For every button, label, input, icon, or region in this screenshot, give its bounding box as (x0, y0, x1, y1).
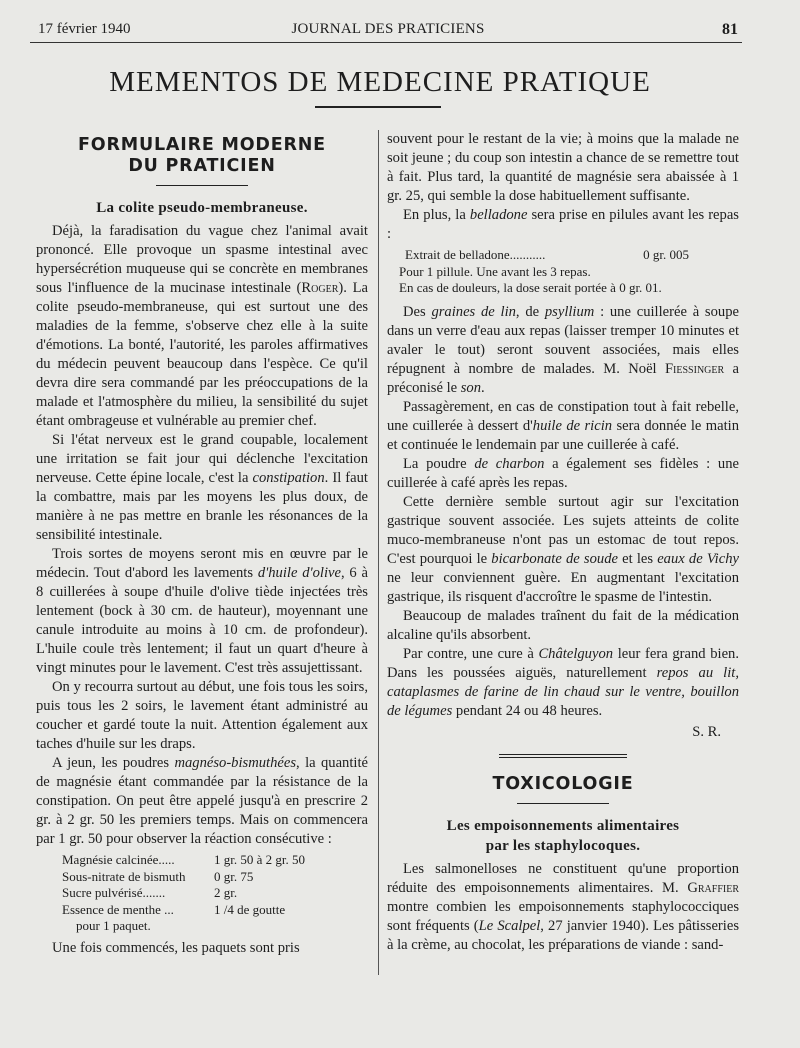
paragraph: Les salmonelloses ne constituent qu'une proportion réduite des empoisonnements alimentaires. M. Graffier montre combien les empoisonnements staphylococciques sont fréquents (Le Scalpel, 27 janvier 1940). Les pâtisseries à la crème, au chocolat, les préparations de viande : sand- (387, 860, 740, 953)
prescription-block (62, 852, 368, 935)
page-title: MEMENTOS DE MEDECINE PRATIQUE (109, 66, 651, 98)
prescription-line: Pour 1 pillule. Une avant les 3 repas. (399, 263, 591, 279)
paragraph: Par contre, une cure à Châtelguyon leur fera grand bien. Dans les poussées aiguës, naturellement repos au lit, cataplasmes de farine de lin chaud sur le ventre, bouillon de légumes pendant 24 ou 48 heures. (387, 645, 739, 719)
issue-date: 17 février 1940 (38, 21, 131, 37)
journal-name: JOURNAL DES PRATICIENS (291, 21, 485, 37)
paragraph: Passagèrement, en cas de constipation tout à fait rebelle, une cuillerée à dessert d'huile de ricin sera donnée le matin et continuée le lendemain par une cuillerée à café. (387, 398, 739, 453)
section-title-formulaire (36, 135, 368, 177)
paragraph: Une fois commencés, les paquets sont pris (52, 939, 300, 956)
author-signature: S. R. (692, 723, 721, 740)
article-heading: Les empoisonnements alimentaires par les staphylocoques. (446, 817, 680, 854)
prescription-line: pour 1 paquet. (76, 918, 151, 933)
section-title-toxicologie: TOXICOLOGIE (492, 773, 634, 794)
section-rule (156, 185, 248, 186)
column-divider (378, 130, 379, 975)
left-column (36, 130, 368, 958)
paragraph: Déjà, la faradisation du vague chez l'animal avait prononcé. Elle provoque un spasme intestinal avec hypersécrétion muqueuse qui se concrète en membranes sous l'influence de la mucinase intestinale (Roger). La colite pseudo-membraneuse, qui est surtout une des maladies de la femme, s'observe chez elle à la suite d'émotions. La bonté, l'autorité, les paroles affirmatives du médecin peuvent beaucoup dans l'espèce. Ce qu'il devra dire sera commandé par les préoccupations de la malade et l'atmosphère du milieu, la sensibilité du sujet étant ombrageuse et vulnérable au premier chef. (36, 223, 368, 429)
paragraph: Cette dernière semble surtout agir sur l'excitation gastrique souvent associée. Les sujets atteints de colite muco-membraneuse n'ont pas un estomac de tout repos. C'est pourquoi le bicarbonate de soude et les eaux de Vichy ne leur conviennent guère. En augmentant l'excitation gastrique, ils risquent d'accroître le spasme de l'intestin. (387, 493, 739, 605)
prescription-line: Extrait de belladone........... 0 gr. 005 (405, 247, 689, 262)
section-title-line1: FORMULAIRE MODERNE (78, 135, 326, 155)
article-heading: La colite pseudo-membraneuse. (96, 200, 308, 216)
title-rule (315, 106, 441, 108)
paragraph: souvent pour le restant de la vie; à moins que la malade ne soit jeune ; du coup son intestin a chance de se remettre tout à fait. Plus tard, la quantité de magnésie sera abaissée à 1 gr. 25, qui semble la dose habituellement suffisante. (387, 131, 739, 204)
section-title-line2: DU PRATICIEN (128, 156, 276, 176)
paragraph: Si l'état nerveux est le grand coupable, localement une irritation se fait jour qui déclenche l'excitation nerveuse. Cette épine locale, c'est la constipation. Il faut la combattre, mais par les moyens les plus doux, de manière à ne pas mettre en branle les résonances de la sensibilité intestinale. (36, 432, 368, 543)
prescription-line: Sous-nitrate de bismuth 0 gr. 75 (62, 868, 254, 884)
page-number: 81 (722, 21, 738, 38)
paragraph: Des graines de lin, de psyllium : une cuillerée à soupe dans un verre d'eau aux repas (laisser tremper 10 minutes et avaler le tout) seront souvent associées, mais elles répugnent à nombre de malades. M. Noël Fiessinger a préconisé le son. (387, 303, 739, 396)
prescription-line: Sucre pulvérisé....... 2 gr. (62, 885, 238, 900)
prescription-line: Essence de menthe ... 1 /4 de goutte (62, 901, 286, 917)
paragraph: En plus, la belladone sera prise en pilules avant les repas : (387, 207, 739, 242)
running-header (38, 21, 738, 41)
paragraph: La poudre de charbon a également ses fidèles : une cuillerée à café après les repas. (387, 455, 739, 491)
prescription-line: Magnésie calcinée..... 1 gr. 50 à 2 gr. 50 (62, 852, 305, 867)
prescription-line: En cas de douleurs, la dose serait portée à 0 gr. 01. (399, 280, 662, 295)
header-rule (30, 42, 742, 43)
section-separator (499, 754, 627, 758)
paragraph: A jeun, les poudres magnéso-bismuthées, la quantité de magnésie étant commandée par la résistance de la constipation. On peut être appelé jusqu'à en prescrire 2 gr. à 2 gr. 50 les premiers temps. Mais on commencera par 1 gr. 50 pour observer la réaction consécutive : (36, 755, 368, 847)
paragraph: Beaucoup de malades traînent du fait de la médication alcaline qu'ils absorbent. (387, 607, 739, 643)
right-column (387, 130, 739, 955)
paragraph: On y recourra surtout au début, une fois tous les soirs, puis tous les 2 soirs, le lavement étant administré au coucher et gardé toute la nuit. Attention également aux taches d'huile sur les draps. (36, 679, 368, 752)
section-rule (517, 803, 609, 804)
paragraph: Trois sortes de moyens seront mis en œuvre par le médecin. Tout d'abord les lavements d'huile d'olive, 6 à 8 cuillerées à soupe d'huile d'olive tiède injectées très lentement (bock à 30 cm. de hauteur), moyennant une canule introduite au moins à 10 cm. de profondeur). L'huile coule très lentement; il faut un quart d'heure à vingt minutes pour le lavement. C'est très assujettissant. (36, 546, 368, 676)
prescription-block (399, 247, 739, 297)
